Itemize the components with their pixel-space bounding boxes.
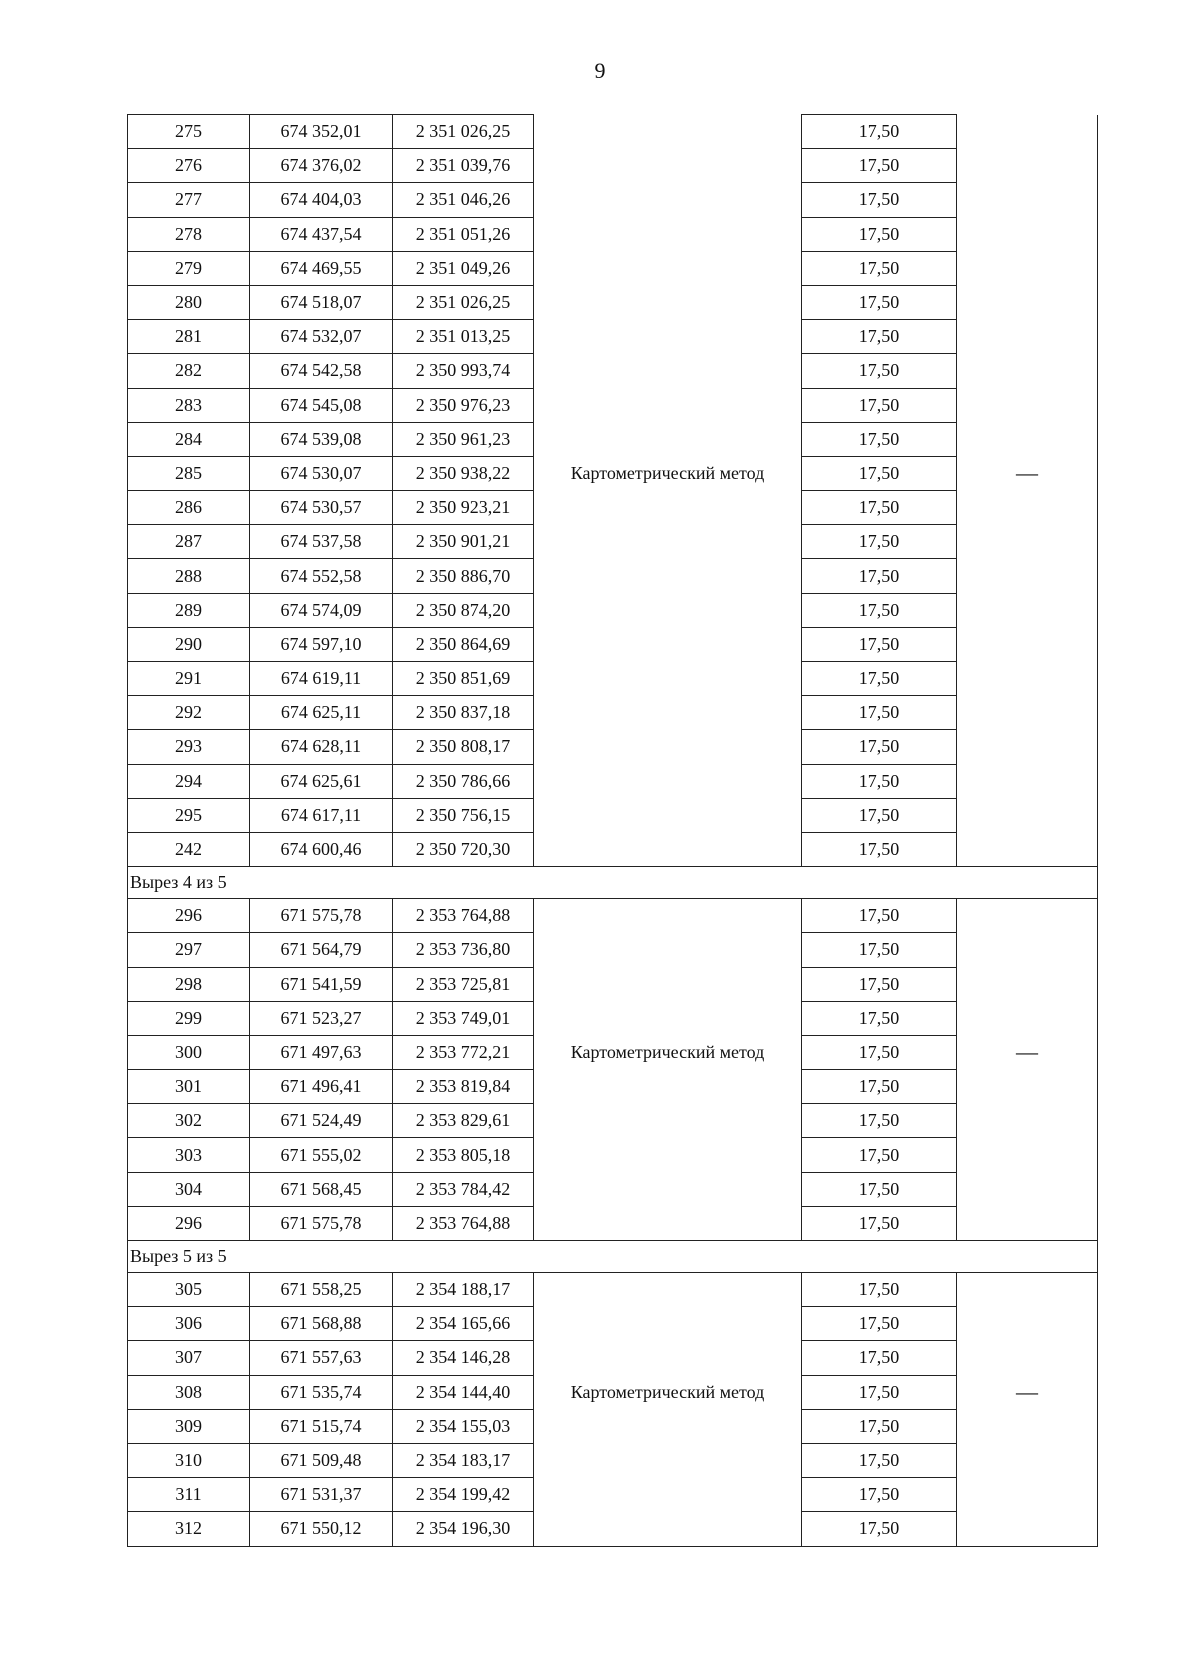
method-cell: [534, 285, 802, 319]
section-label: Вырез 4 из 5: [128, 867, 1098, 899]
table-row: [128, 933, 1098, 967]
x-coordinate-cell: 674 600,46: [250, 832, 393, 866]
y-coordinate-cell: 2 350 808,17: [393, 730, 534, 764]
section-header-row: [128, 1241, 1098, 1273]
description-cell: [957, 115, 1098, 149]
description-cell: [957, 764, 1098, 798]
description-cell: [957, 798, 1098, 832]
x-coordinate-cell: 671 558,25: [250, 1273, 393, 1307]
x-coordinate-cell: 671 509,48: [250, 1443, 393, 1477]
description-cell: [957, 1478, 1098, 1512]
point-number-cell: 281: [128, 320, 250, 354]
x-coordinate-cell: 674 530,07: [250, 456, 393, 490]
point-number-cell: 311: [128, 1478, 250, 1512]
table-row: [128, 456, 1098, 490]
description-cell: [957, 559, 1098, 593]
description-cell: —: [957, 456, 1098, 490]
description-cell: [957, 1341, 1098, 1375]
point-number-cell: 293: [128, 730, 250, 764]
method-cell: [534, 627, 802, 661]
error-cell: 17,50: [802, 662, 957, 696]
table-row: [128, 1206, 1098, 1240]
point-number-cell: 302: [128, 1104, 250, 1138]
table-row: [128, 1341, 1098, 1375]
method-cell: [534, 1409, 802, 1443]
point-number-cell: 287: [128, 525, 250, 559]
description-cell: [957, 662, 1098, 696]
table-row: [128, 1512, 1098, 1546]
table-row: [128, 1375, 1098, 1409]
method-cell: [534, 764, 802, 798]
table-row: [128, 1104, 1098, 1138]
description-cell: [957, 832, 1098, 866]
method-cell: [534, 1512, 802, 1546]
point-number-cell: 290: [128, 627, 250, 661]
y-coordinate-cell: 2 350 923,21: [393, 491, 534, 525]
method-cell: [534, 933, 802, 967]
table-row: [128, 1478, 1098, 1512]
table-row: [128, 1307, 1098, 1341]
y-coordinate-cell: 2 353 764,88: [393, 899, 534, 933]
method-cell: [534, 1138, 802, 1172]
description-cell: [957, 1070, 1098, 1104]
x-coordinate-cell: 674 437,54: [250, 217, 393, 251]
method-cell: [534, 899, 802, 933]
point-number-cell: 277: [128, 183, 250, 217]
method-cell: [534, 662, 802, 696]
point-number-cell: 282: [128, 354, 250, 388]
error-cell: 17,50: [802, 456, 957, 490]
x-coordinate-cell: 674 545,08: [250, 388, 393, 422]
method-cell: [534, 388, 802, 422]
table-row: [128, 1035, 1098, 1069]
method-cell: [534, 798, 802, 832]
section-label: Вырез 5 из 5: [128, 1241, 1098, 1273]
point-number-cell: 309: [128, 1409, 250, 1443]
table-row: [128, 899, 1098, 933]
description-cell: [957, 967, 1098, 1001]
y-coordinate-cell: 2 350 961,23: [393, 422, 534, 456]
x-coordinate-cell: 671 555,02: [250, 1138, 393, 1172]
description-cell: [957, 388, 1098, 422]
description-cell: [957, 1172, 1098, 1206]
y-coordinate-cell: 2 351 051,26: [393, 217, 534, 251]
table-row: [128, 354, 1098, 388]
description-cell: [957, 1307, 1098, 1341]
page-number: 9: [594, 58, 606, 83]
x-coordinate-cell: 671 497,63: [250, 1035, 393, 1069]
table-row: [128, 422, 1098, 456]
table-row: [128, 730, 1098, 764]
y-coordinate-cell: 2 350 993,74: [393, 354, 534, 388]
point-number-cell: 297: [128, 933, 250, 967]
error-cell: 17,50: [802, 627, 957, 661]
description-cell: [957, 525, 1098, 559]
method-cell: [534, 1341, 802, 1375]
description-cell: [957, 1443, 1098, 1477]
point-number-cell: 291: [128, 662, 250, 696]
x-coordinate-cell: 674 552,58: [250, 559, 393, 593]
point-number-cell: 279: [128, 251, 250, 285]
x-coordinate-cell: 671 564,79: [250, 933, 393, 967]
error-cell: 17,50: [802, 1138, 957, 1172]
description-cell: [957, 285, 1098, 319]
error-cell: 17,50: [802, 320, 957, 354]
point-number-cell: 306: [128, 1307, 250, 1341]
method-cell: Картометрический метод: [534, 1375, 802, 1409]
point-number-cell: 303: [128, 1138, 250, 1172]
table-row: [128, 491, 1098, 525]
table-row: [128, 320, 1098, 354]
description-cell: [957, 1409, 1098, 1443]
method-cell: [534, 491, 802, 525]
error-cell: 17,50: [802, 1409, 957, 1443]
y-coordinate-cell: 2 353 736,80: [393, 933, 534, 967]
point-number-cell: 298: [128, 967, 250, 1001]
x-coordinate-cell: 674 625,61: [250, 764, 393, 798]
point-number-cell: 275: [128, 115, 250, 149]
y-coordinate-cell: 2 350 874,20: [393, 593, 534, 627]
point-number-cell: 296: [128, 899, 250, 933]
error-cell: 17,50: [802, 1273, 957, 1307]
y-coordinate-cell: 2 351 049,26: [393, 251, 534, 285]
method-cell: [534, 149, 802, 183]
y-coordinate-cell: 2 351 013,25: [393, 320, 534, 354]
description-cell: —: [957, 1035, 1098, 1069]
x-coordinate-cell: 671 575,78: [250, 899, 393, 933]
method-cell: [534, 183, 802, 217]
error-cell: 17,50: [802, 149, 957, 183]
description-cell: [957, 696, 1098, 730]
error-cell: 17,50: [802, 183, 957, 217]
y-coordinate-cell: 2 350 851,69: [393, 662, 534, 696]
error-cell: 17,50: [802, 1478, 957, 1512]
x-coordinate-cell: 674 625,11: [250, 696, 393, 730]
table-row: [128, 388, 1098, 422]
error-cell: 17,50: [802, 696, 957, 730]
method-cell: [534, 832, 802, 866]
y-coordinate-cell: 2 350 886,70: [393, 559, 534, 593]
point-number-cell: 280: [128, 285, 250, 319]
x-coordinate-cell: 674 469,55: [250, 251, 393, 285]
error-cell: 17,50: [802, 1375, 957, 1409]
x-coordinate-cell: 671 557,63: [250, 1341, 393, 1375]
description-cell: [957, 354, 1098, 388]
point-number-cell: 300: [128, 1035, 250, 1069]
point-number-cell: 301: [128, 1070, 250, 1104]
method-cell: [534, 1206, 802, 1240]
x-coordinate-cell: 674 617,11: [250, 798, 393, 832]
description-cell: [957, 1273, 1098, 1307]
error-cell: 17,50: [802, 1206, 957, 1240]
x-coordinate-cell: 674 518,07: [250, 285, 393, 319]
x-coordinate-cell: 674 376,02: [250, 149, 393, 183]
description-cell: [957, 899, 1098, 933]
method-cell: [534, 696, 802, 730]
y-coordinate-cell: 2 354 183,17: [393, 1443, 534, 1477]
method-cell: [534, 1273, 802, 1307]
description-cell: [957, 217, 1098, 251]
x-coordinate-cell: 671 541,59: [250, 967, 393, 1001]
point-number-cell: 292: [128, 696, 250, 730]
description-cell: [957, 1138, 1098, 1172]
table-row: [128, 832, 1098, 866]
point-number-cell: 312: [128, 1512, 250, 1546]
error-cell: 17,50: [802, 593, 957, 627]
y-coordinate-cell: 2 354 144,40: [393, 1375, 534, 1409]
table-row: [128, 1443, 1098, 1477]
table-row: [128, 559, 1098, 593]
table-row: [128, 525, 1098, 559]
y-coordinate-cell: 2 354 146,28: [393, 1341, 534, 1375]
error-cell: 17,50: [802, 217, 957, 251]
point-number-cell: 296: [128, 1206, 250, 1240]
method-cell: [534, 115, 802, 149]
x-coordinate-cell: 674 537,58: [250, 525, 393, 559]
description-cell: [957, 251, 1098, 285]
y-coordinate-cell: 2 351 026,25: [393, 285, 534, 319]
description-cell: [957, 933, 1098, 967]
method-cell: [534, 251, 802, 285]
y-coordinate-cell: 2 354 196,30: [393, 1512, 534, 1546]
error-cell: 17,50: [802, 1035, 957, 1069]
coordinates-table: [127, 114, 1098, 1547]
method-cell: [534, 320, 802, 354]
y-coordinate-cell: 2 350 756,15: [393, 798, 534, 832]
y-coordinate-cell: 2 350 864,69: [393, 627, 534, 661]
table-row: [128, 696, 1098, 730]
table-row: [128, 183, 1098, 217]
point-number-cell: 289: [128, 593, 250, 627]
point-number-cell: 305: [128, 1273, 250, 1307]
x-coordinate-cell: 671 515,74: [250, 1409, 393, 1443]
error-cell: 17,50: [802, 1070, 957, 1104]
point-number-cell: 288: [128, 559, 250, 593]
description-cell: —: [957, 1375, 1098, 1409]
error-cell: 17,50: [802, 1172, 957, 1206]
error-cell: 17,50: [802, 354, 957, 388]
error-cell: 17,50: [802, 388, 957, 422]
point-number-cell: 310: [128, 1443, 250, 1477]
x-coordinate-cell: 671 568,45: [250, 1172, 393, 1206]
description-cell: [957, 1001, 1098, 1035]
x-coordinate-cell: 674 628,11: [250, 730, 393, 764]
point-number-cell: 276: [128, 149, 250, 183]
table-row: [128, 115, 1098, 149]
error-cell: 17,50: [802, 798, 957, 832]
point-number-cell: 242: [128, 832, 250, 866]
error-cell: 17,50: [802, 832, 957, 866]
table-row: [128, 593, 1098, 627]
method-cell: [534, 1104, 802, 1138]
table-row: [128, 251, 1098, 285]
method-cell: [534, 593, 802, 627]
x-coordinate-cell: 674 532,07: [250, 320, 393, 354]
y-coordinate-cell: 2 351 026,25: [393, 115, 534, 149]
error-cell: 17,50: [802, 899, 957, 933]
description-cell: [957, 1104, 1098, 1138]
table-row: [128, 1070, 1098, 1104]
point-number-cell: 304: [128, 1172, 250, 1206]
table-row: [128, 798, 1098, 832]
description-cell: [957, 183, 1098, 217]
error-cell: 17,50: [802, 967, 957, 1001]
error-cell: 17,50: [802, 491, 957, 525]
method-cell: Картометрический метод: [534, 1035, 802, 1069]
method-cell: [534, 1070, 802, 1104]
error-cell: 17,50: [802, 1512, 957, 1546]
error-cell: 17,50: [802, 285, 957, 319]
y-coordinate-cell: 2 354 165,66: [393, 1307, 534, 1341]
table-row: [128, 1138, 1098, 1172]
description-cell: [957, 627, 1098, 661]
description-cell: [957, 1206, 1098, 1240]
y-coordinate-cell: 2 351 039,76: [393, 149, 534, 183]
point-number-cell: 307: [128, 1341, 250, 1375]
method-cell: Картометрический метод: [534, 456, 802, 490]
y-coordinate-cell: 2 353 764,88: [393, 1206, 534, 1240]
x-coordinate-cell: 674 539,08: [250, 422, 393, 456]
y-coordinate-cell: 2 350 938,22: [393, 456, 534, 490]
description-cell: [957, 422, 1098, 456]
error-cell: 17,50: [802, 1104, 957, 1138]
method-cell: [534, 1001, 802, 1035]
error-cell: 17,50: [802, 933, 957, 967]
method-cell: [534, 1172, 802, 1206]
y-coordinate-cell: 2 353 819,84: [393, 1070, 534, 1104]
point-number-cell: 286: [128, 491, 250, 525]
point-number-cell: 299: [128, 1001, 250, 1035]
table-row: [128, 1273, 1098, 1307]
method-cell: [534, 1443, 802, 1477]
table-row: [128, 662, 1098, 696]
error-cell: 17,50: [802, 251, 957, 285]
y-coordinate-cell: 2 353 749,01: [393, 1001, 534, 1035]
error-cell: 17,50: [802, 1001, 957, 1035]
y-coordinate-cell: 2 350 837,18: [393, 696, 534, 730]
x-coordinate-cell: 671 523,27: [250, 1001, 393, 1035]
x-coordinate-cell: 674 404,03: [250, 183, 393, 217]
description-cell: [957, 320, 1098, 354]
y-coordinate-cell: 2 353 805,18: [393, 1138, 534, 1172]
method-cell: [534, 1478, 802, 1512]
point-number-cell: 295: [128, 798, 250, 832]
x-coordinate-cell: 674 597,10: [250, 627, 393, 661]
x-coordinate-cell: 671 535,74: [250, 1375, 393, 1409]
method-cell: [534, 217, 802, 251]
y-coordinate-cell: 2 351 046,26: [393, 183, 534, 217]
error-cell: 17,50: [802, 1307, 957, 1341]
point-number-cell: 308: [128, 1375, 250, 1409]
method-cell: [534, 730, 802, 764]
method-cell: [534, 1307, 802, 1341]
error-cell: 17,50: [802, 1443, 957, 1477]
y-coordinate-cell: 2 353 772,21: [393, 1035, 534, 1069]
x-coordinate-cell: 671 550,12: [250, 1512, 393, 1546]
y-coordinate-cell: 2 354 155,03: [393, 1409, 534, 1443]
error-cell: 17,50: [802, 764, 957, 798]
x-coordinate-cell: 671 524,49: [250, 1104, 393, 1138]
table-row: [128, 627, 1098, 661]
x-coordinate-cell: 674 574,09: [250, 593, 393, 627]
table-row: [128, 1409, 1098, 1443]
x-coordinate-cell: 674 542,58: [250, 354, 393, 388]
table-row: [128, 1172, 1098, 1206]
error-cell: 17,50: [802, 559, 957, 593]
y-coordinate-cell: 2 353 829,61: [393, 1104, 534, 1138]
y-coordinate-cell: 2 350 786,66: [393, 764, 534, 798]
table-row: [128, 149, 1098, 183]
description-cell: [957, 1512, 1098, 1546]
y-coordinate-cell: 2 350 720,30: [393, 832, 534, 866]
description-cell: [957, 149, 1098, 183]
y-coordinate-cell: 2 354 199,42: [393, 1478, 534, 1512]
section-header-row: [128, 867, 1098, 899]
table-row: [128, 217, 1098, 251]
x-coordinate-cell: 671 575,78: [250, 1206, 393, 1240]
point-number-cell: 278: [128, 217, 250, 251]
x-coordinate-cell: 674 352,01: [250, 115, 393, 149]
method-cell: [534, 559, 802, 593]
table-row: [128, 764, 1098, 798]
error-cell: 17,50: [802, 422, 957, 456]
x-coordinate-cell: 674 619,11: [250, 662, 393, 696]
error-cell: 17,50: [802, 525, 957, 559]
description-cell: [957, 491, 1098, 525]
y-coordinate-cell: 2 353 725,81: [393, 967, 534, 1001]
y-coordinate-cell: 2 350 901,21: [393, 525, 534, 559]
error-cell: 17,50: [802, 115, 957, 149]
description-cell: [957, 593, 1098, 627]
method-cell: [534, 525, 802, 559]
point-number-cell: 294: [128, 764, 250, 798]
x-coordinate-cell: 671 496,41: [250, 1070, 393, 1104]
y-coordinate-cell: 2 353 784,42: [393, 1172, 534, 1206]
y-coordinate-cell: 2 354 188,17: [393, 1273, 534, 1307]
x-coordinate-cell: 671 531,37: [250, 1478, 393, 1512]
method-cell: [534, 422, 802, 456]
point-number-cell: 285: [128, 456, 250, 490]
x-coordinate-cell: 671 568,88: [250, 1307, 393, 1341]
method-cell: [534, 967, 802, 1001]
y-coordinate-cell: 2 350 976,23: [393, 388, 534, 422]
table-row: [128, 285, 1098, 319]
table-row: [128, 1001, 1098, 1035]
point-number-cell: 284: [128, 422, 250, 456]
description-cell: [957, 730, 1098, 764]
method-cell: [534, 354, 802, 388]
point-number-cell: 283: [128, 388, 250, 422]
x-coordinate-cell: 674 530,57: [250, 491, 393, 525]
table-row: [128, 967, 1098, 1001]
error-cell: 17,50: [802, 1341, 957, 1375]
error-cell: 17,50: [802, 730, 957, 764]
